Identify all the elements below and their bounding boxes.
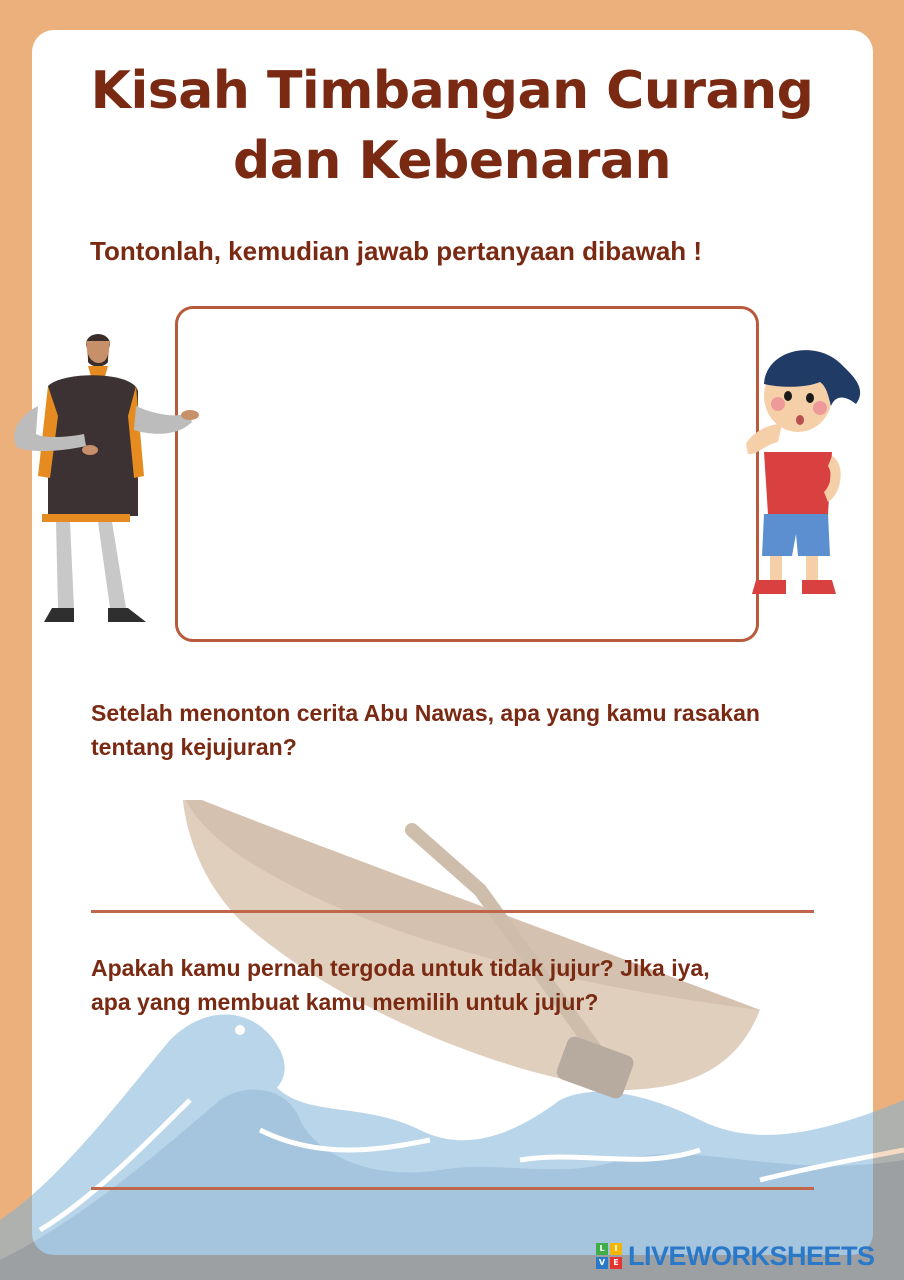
question-2 [91, 951, 851, 1019]
question-2-line-1: Apakah kamu pernah tergoda untuk tidak jujur? Jika iya, [91, 955, 710, 981]
logo-text: LIVEWORKSHEETS [628, 1240, 875, 1271]
question-1 [91, 696, 851, 764]
boat-wave-illustration [0, 800, 904, 1280]
logo-letter-l: L [596, 1243, 608, 1255]
answer-line-1[interactable] [91, 910, 814, 913]
title-line-1: Kisah Timbangan Curang [90, 61, 814, 121]
question-1-line-1: Setelah menonton cerita Abu Nawas, apa yang kamu rasakan [91, 700, 760, 726]
answer-line-2[interactable] [91, 1187, 814, 1190]
question-2-line-2: apa yang membuat kamu memilih untuk jujur? [91, 989, 599, 1015]
logo-letter-e: E [610, 1257, 622, 1269]
logo-squares-icon [596, 1243, 622, 1269]
page-title [0, 56, 904, 196]
instruction-text: Tontonlah, kemudian jawab pertanyaan dibawah ! [90, 236, 703, 266]
man-storyteller-illustration [8, 326, 208, 626]
question-1-line-2: tentang kejujuran? [91, 734, 297, 760]
video-frame[interactable] [175, 306, 759, 642]
thinking-boy-illustration [736, 344, 876, 600]
logo-letter-v: V [596, 1257, 608, 1269]
liveworksheets-logo[interactable] [596, 1240, 875, 1272]
logo-letter-i: I [610, 1243, 622, 1255]
title-line-2: dan Kebenaran [233, 131, 671, 191]
